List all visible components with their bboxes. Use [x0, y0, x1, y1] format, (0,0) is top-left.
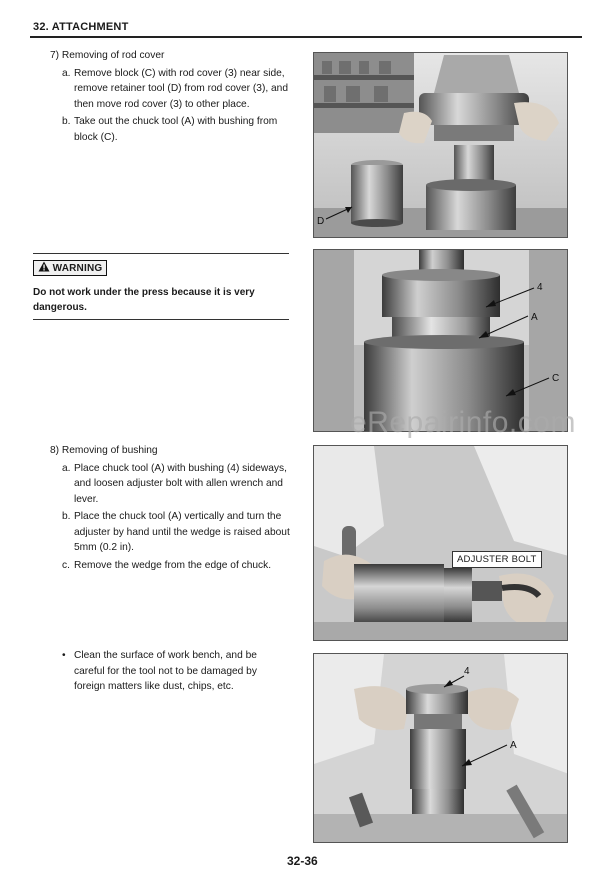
step-7-title: 7) Removing of rod cover — [50, 50, 165, 61]
callout-4: 4 — [537, 282, 543, 293]
figure-press-setup — [313, 249, 568, 432]
figure-rod-cover-removal — [313, 52, 568, 238]
warning-label: WARNING — [52, 262, 103, 274]
callout-a: A — [531, 312, 538, 323]
warning-triangle-icon — [38, 261, 50, 275]
step-7-item-a: a. Remove block (C) with rod cover (3) near side, remove retainer tool (D) from rod cover (3), and then move rod cover (3) to other place. — [62, 67, 289, 110]
note-text: Clean the surface of work bench, and be careful for the tool not to be damaged by foreign matters like dust, chips, etc. — [74, 650, 257, 692]
callout-d: D — [317, 216, 325, 227]
section-title: 32. ATTACHMENT — [33, 21, 129, 33]
step-8-item-c: c. Remove the wedge from the edge of chuck. — [62, 559, 272, 571]
header-rule — [30, 36, 582, 38]
figure-adjuster-bolt — [313, 445, 568, 641]
step-8-item-b: b. Place the chuck tool (A) vertically and turn the adjuster by hand until the wedge is raised about 5mm (0.2 in). — [62, 511, 290, 553]
warning-text: Do not work under the press because it is very dangerous. — [33, 287, 255, 313]
note-bullet: • — [62, 650, 66, 661]
cleaning-note — [62, 648, 290, 697]
adjuster-bolt-label: ADJUSTER BOLT — [452, 551, 542, 568]
callout-c: C — [552, 373, 560, 384]
warning-top-rule — [33, 253, 289, 254]
step-7-item-b: b. Take out the chuck tool (A) with bushing from block (C). — [62, 116, 278, 143]
warning-bottom-rule — [33, 319, 289, 320]
step-7 — [50, 48, 290, 147]
callout-a: A — [510, 740, 517, 751]
step-8-item-a: a. Place chuck tool (A) with bushing (4) sideways, and loosen adjuster bolt with allen wrench and lever. — [62, 462, 287, 505]
page-number: 32-36 — [287, 854, 318, 868]
warning-badge — [33, 260, 107, 276]
figure-chuck-bushing — [313, 653, 568, 843]
watermark-logo: eRepairinfo.com — [350, 406, 576, 439]
step-8-title: 8) Removing of bushing — [50, 445, 158, 456]
step-8 — [50, 443, 290, 575]
callout-4: 4 — [464, 666, 470, 677]
